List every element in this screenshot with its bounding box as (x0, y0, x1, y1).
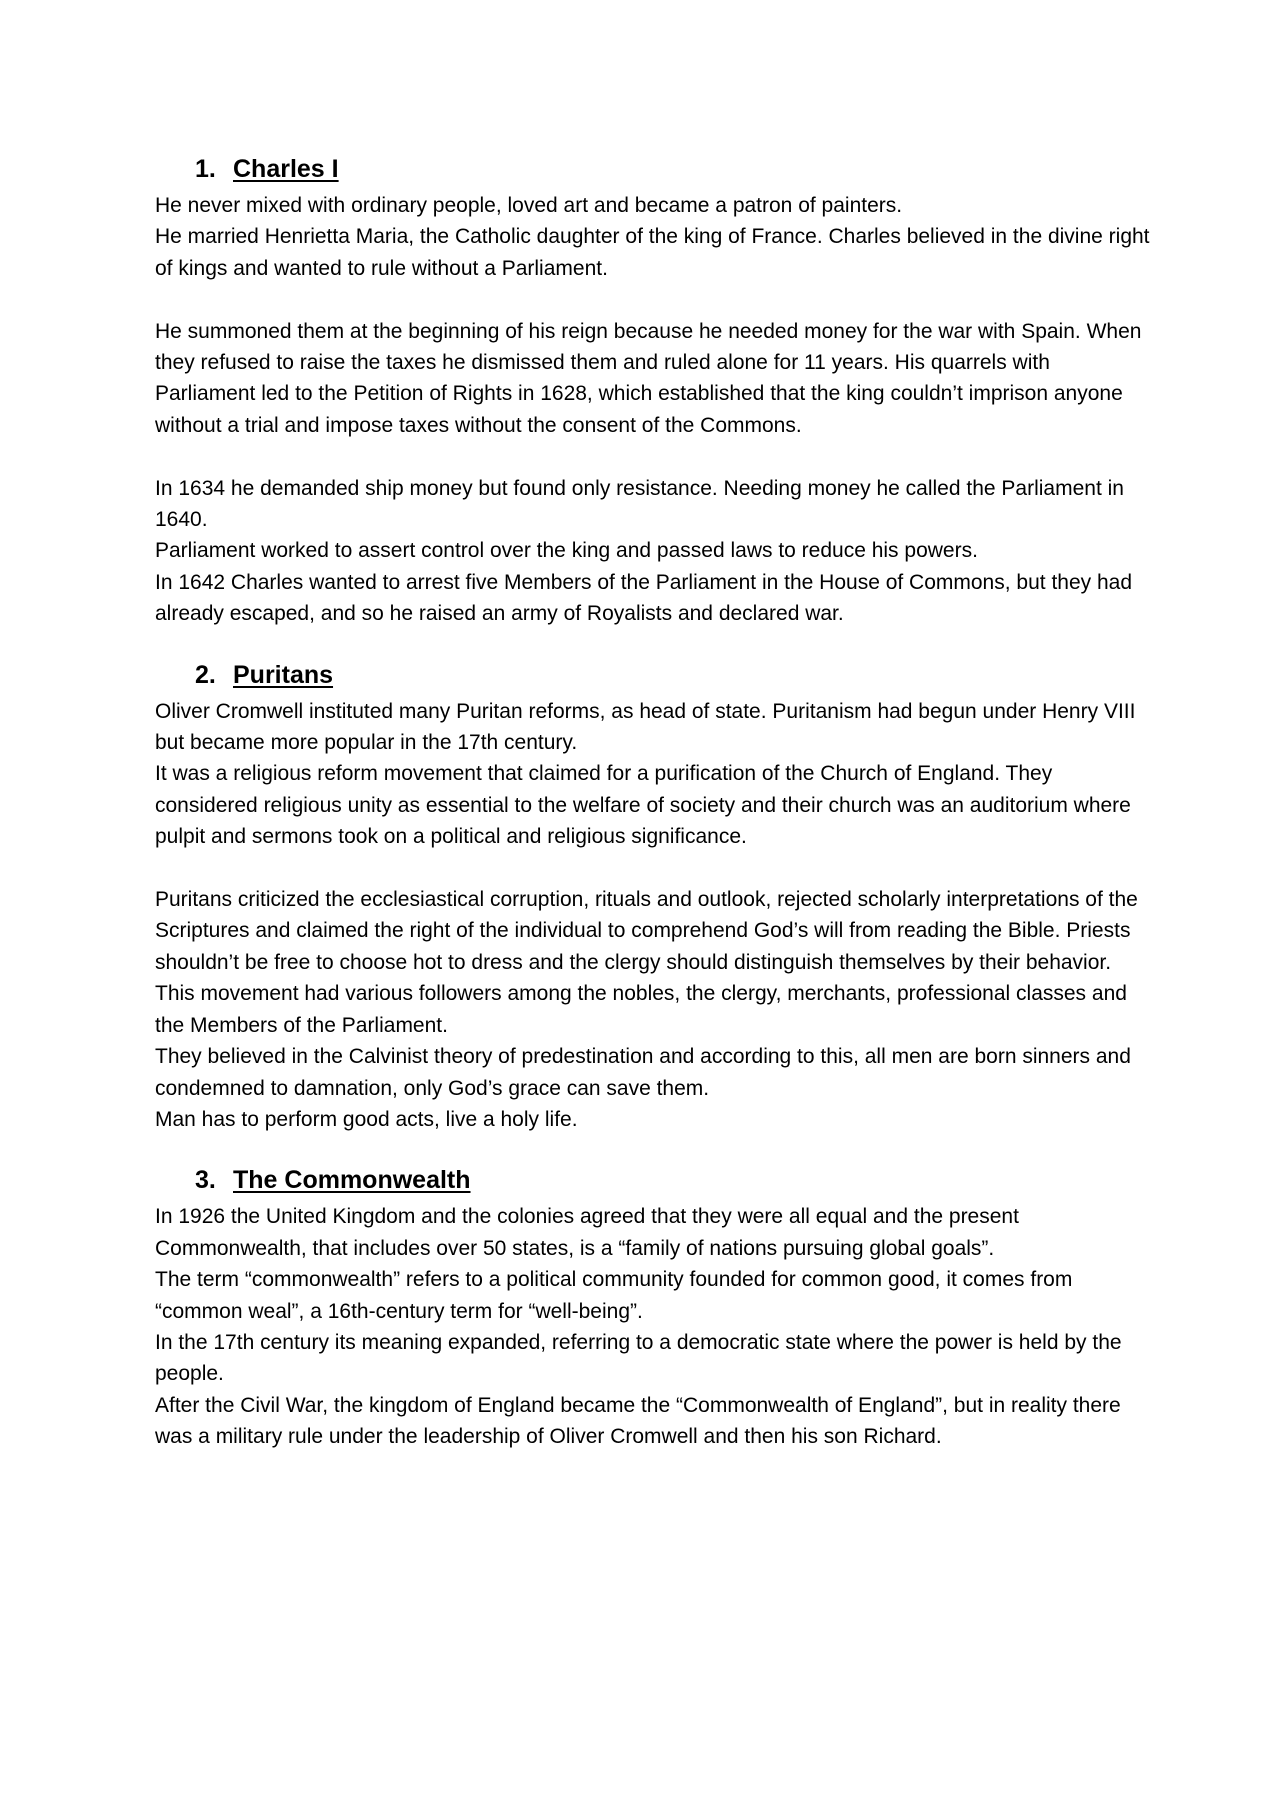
section-title: Charles I (233, 155, 339, 183)
section-number: 3. (195, 1166, 216, 1195)
section-number: 2. (195, 660, 216, 689)
paragraph: It was a religious reform movement that claimed for a purification of the Church of England. They considered religious unity as essential to the welfare of society and their church was an auditorium where pulpit and sermons took on a political and religious significance. (155, 762, 1131, 849)
section-heading (155, 1163, 1155, 1197)
paragraph: He never mixed with ordinary people, loved art and became a patron of painters. (155, 194, 903, 217)
document-page (155, 152, 1155, 1453)
paragraph-spacer (155, 441, 1155, 472)
section-puritans (155, 658, 1155, 1136)
section-title: Puritans (233, 660, 334, 689)
paragraph-spacer (155, 284, 1155, 315)
paragraph: This movement had various followers among the nobles, the clergy, merchants, professional classes and the Members of the Parliament. (155, 982, 1127, 1037)
section-number: 1. (195, 155, 216, 183)
section-commonwealth (155, 1163, 1155, 1452)
paragraph: In 1634 he demanded ship money but found only resistance. Needing money he called the Parliament in 1640. (155, 476, 1124, 532)
paragraph: The term “commonwealth” refers to a political community founded for common good, it comes from “common weal”, a 16th-century term for “well-being”. (155, 1268, 1073, 1323)
paragraph: Parliament worked to assert control over the king and passed laws to reduce his powers. (155, 539, 978, 563)
paragraph: Puritans criticized the ecclesiastical corruption, rituals and outlook, rejected scholarly interpretations of the Scriptures and claimed the right of the individual to comprehend God’s will from reading the Bible. Priests shouldn’t be free to choose hot to dress and the clergy should distinguish themselves by their behavior. (155, 888, 1138, 974)
section-title: The Commonwealth (233, 1166, 471, 1195)
paragraph: Man has to perform good acts, live a holy life. (155, 1107, 578, 1131)
section-charles-i (155, 152, 1155, 630)
section-heading (155, 658, 1155, 692)
paragraph: Oliver Cromwell instituted many Puritan reforms, as head of state. Puritanism had begun under Henry VIII but became more popular in the 17th century. (155, 699, 1136, 755)
paragraph: In 1926 the United Kingdom and the colonies agreed that they were all equal and the present Commonwealth, that includes over 50 states, is a “family of nations pursuing global goals”. (155, 1205, 1019, 1260)
paragraph: In the 17th century its meaning expanded, referring to a democratic state where the power is held by the people. (155, 1330, 1122, 1386)
paragraph: He married Henrietta Maria, the Catholic daughter of the king of France. Charles believed in the divine right of kings and wanted to rule without a Parliament. (155, 225, 1150, 280)
paragraph-spacer (155, 853, 1155, 884)
paragraph: In 1642 Charles wanted to arrest five Members of the Parliament in the House of Commons, but they had already escaped, and so he raised an army of Royalists and declared war. (155, 570, 1133, 626)
paragraph: He summoned them at the beginning of his reign because he needed money for the war with Spain. When they refused to raise the taxes he dismissed them and ruled alone for 11 years. His quarrels with Parliament led to the Petition of Rights in 1628, which established that the king couldn’t imprison anyone without a trial and impose taxes without the consent of the Commons. (155, 319, 1142, 437)
paragraph: They believed in the Calvinist theory of predestination and according to this, all men are born sinners and condemned to damnation, only God’s grace can save them. (155, 1045, 1131, 1100)
section-heading (155, 152, 1155, 186)
paragraph: After the Civil War, the kingdom of England became the “Commonwealth of England”, but in reality there was a military rule under the leadership of Oliver Cromwell and then his son Richard. (155, 1393, 1121, 1449)
